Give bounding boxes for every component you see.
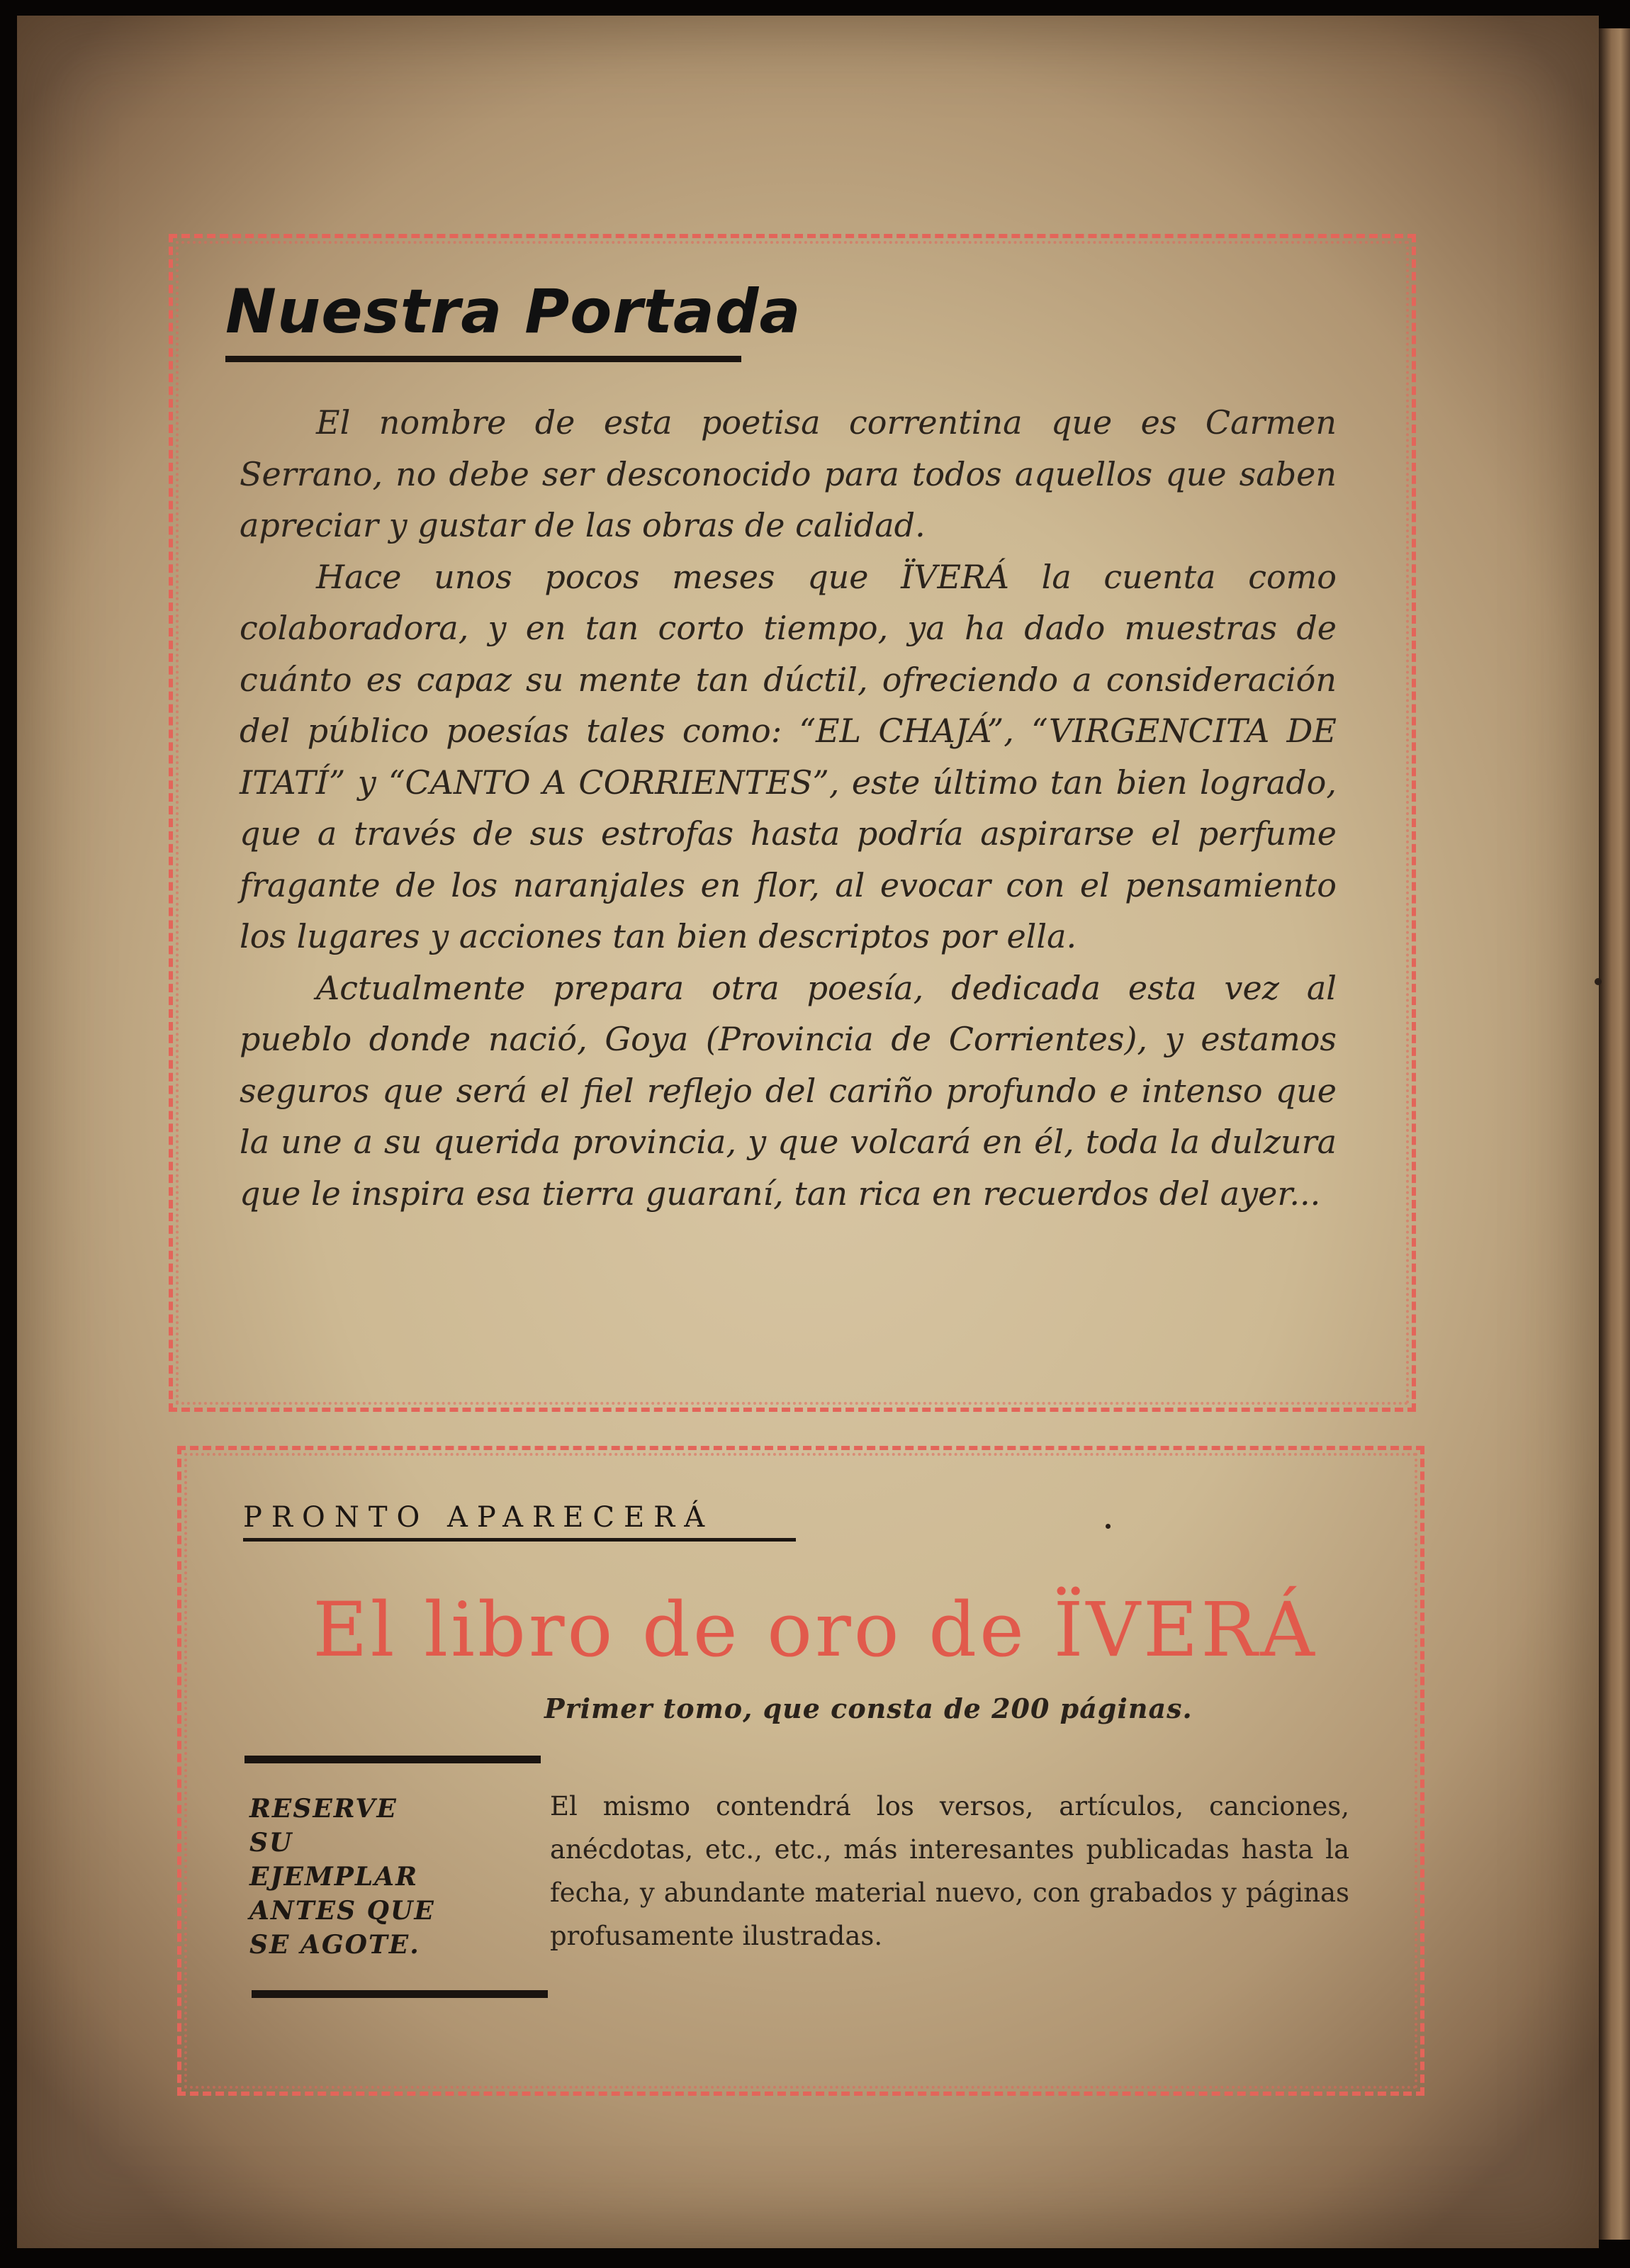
book-description: El mismo contendrá los versos, artículos, canciones, anécdotas, etc., etc., más interesantes publicadas hasta la fecha, y abundante material nuevo, con grabados y páginas profusamente ilustradas. xyxy=(550,1791,1349,1951)
book-subtitle: Primer tomo, que consta de 200 páginas. xyxy=(544,1692,1193,1724)
page-edge xyxy=(1599,28,1630,2240)
book-title: El libro de oro de ÏVERÁ xyxy=(313,1586,1317,1673)
reserve-line: ANTES QUE xyxy=(249,1896,435,1926)
heading-underline xyxy=(225,356,741,362)
article-paragraph: El nombre de esta poetisa correntina que es Carmen Serrano, no debe ser desconocido para todos aquellos que saben apreciar y gustar de las obras de calidad. xyxy=(240,403,1337,544)
reserve-rule-bottom xyxy=(252,1990,548,1998)
reserve-notice xyxy=(249,1792,519,1962)
announcement-kicker: PRONTO APARECERÁ xyxy=(243,1501,714,1534)
announcement-frame xyxy=(177,1446,1424,2096)
article-paragraph: Actualmente prepara otra poesía, dedicada esta vez al pueblo donde nació, Goya (Provincia de Corrientes), y estamos seguros que será el fiel reflejo del cariño profundo e intenso que la une a su querida provincia, y que volcará en él, toda la dulzura que le inspira esa tierra guaraní, tan rica en recuerdos del ayer... xyxy=(240,968,1337,1213)
reserve-line: RESERVE xyxy=(249,1794,398,1824)
reserve-rule-top xyxy=(244,1756,541,1763)
reserve-line: EJEMPLAR xyxy=(249,1862,418,1892)
kicker-underline xyxy=(243,1538,796,1542)
paper-speck xyxy=(1595,978,1602,985)
article-heading: Nuestra Portada xyxy=(225,276,802,347)
reserve-line: SU xyxy=(249,1828,293,1858)
reserve-line: SE AGOTE. xyxy=(249,1930,420,1960)
article-paragraph: Hace unos pocos meses que ÏVERÁ la cuenta como colaboradora, y en tan corto tiempo, ya ha dado muestras de cuánto es capaz su mente tan dúctil, ofreciendo a consideración del público poesías tales como: “EL CHAJÁ”, “VIRGENCITA DE ITATÍ” y “CANTO A CORRIENTES”, este último tan bien logrado, que a través de sus estrofas hasta podría aspirarse el perfume fragante de los naranjales en flor, al evocar con el pensamiento los lugares y acciones tan bien descriptos por ella. xyxy=(240,557,1337,955)
article-body xyxy=(240,397,1337,1219)
paper-speck xyxy=(1106,1524,1111,1529)
